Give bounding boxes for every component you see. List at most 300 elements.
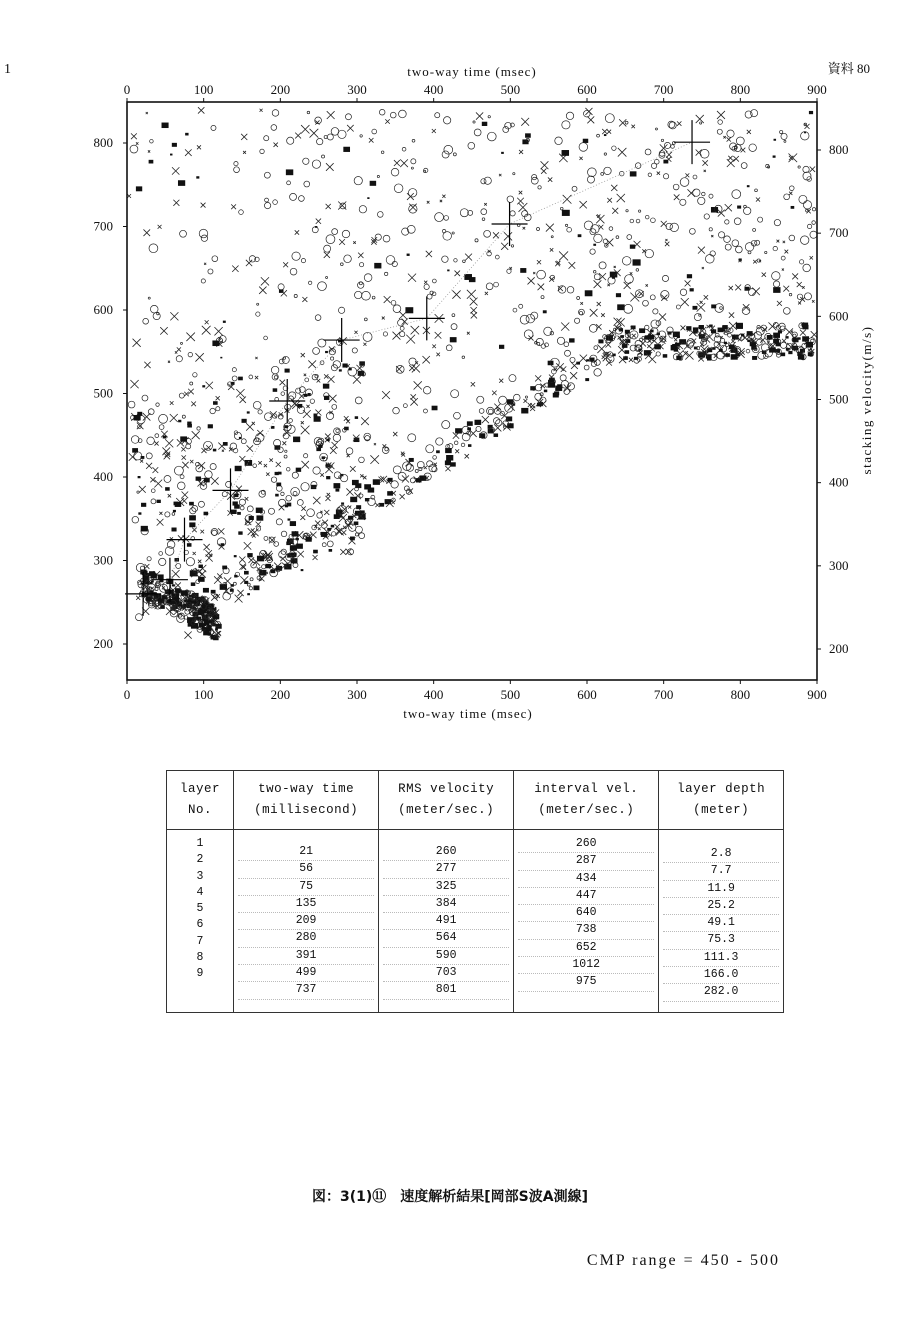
scatter-point [390, 112, 396, 118]
scatter-point [597, 134, 600, 137]
scatter-point [419, 475, 426, 480]
scatter-point [241, 439, 246, 444]
scatter-point [322, 543, 326, 547]
scatter-point [327, 111, 335, 119]
scatter-point [288, 518, 291, 520]
scatter-point [204, 512, 209, 516]
scatter-point [317, 379, 321, 383]
scatter-point [271, 477, 276, 482]
scatter-point [306, 537, 312, 542]
scatter-point [196, 176, 199, 178]
y-tick-label-left: 700 [93, 218, 113, 234]
scatter-point [278, 447, 284, 453]
scatter-point [555, 137, 563, 145]
scatter-point [443, 117, 450, 124]
scatter-point [193, 373, 197, 377]
interval-vel-column [514, 830, 659, 1013]
scatter-point [239, 499, 245, 505]
layer-depth-cell: 11.9 [663, 881, 779, 898]
scatter-point [339, 239, 345, 245]
scatter-point [585, 108, 592, 115]
scatter-point [580, 355, 587, 362]
scatter-point [686, 326, 691, 330]
scatter-point [355, 533, 358, 536]
scatter-point [240, 396, 246, 402]
scatter-point [206, 382, 213, 389]
scatter-point [170, 154, 172, 156]
scatter-point [745, 243, 754, 252]
scatter-point [424, 284, 429, 289]
scatter-point [234, 555, 237, 557]
scatter-point [297, 404, 302, 408]
scatter-point [301, 569, 304, 571]
scatter-point [563, 195, 572, 204]
scatter-point [651, 218, 656, 223]
scatter-point [285, 369, 290, 373]
layer-depth-column [659, 830, 784, 1013]
scatter-point [247, 593, 250, 595]
scatter-point [197, 427, 200, 430]
scatter-point [184, 631, 191, 638]
header-layer-no [167, 771, 234, 830]
scatter-point [177, 347, 181, 351]
scatter-point [355, 397, 362, 404]
scatter-point [292, 472, 298, 478]
scatter-point [727, 159, 735, 167]
scatter-point [165, 487, 170, 491]
scatter-point [564, 350, 570, 356]
scatter-point [423, 409, 427, 413]
scatter-point [560, 207, 563, 210]
scatter-point [625, 330, 630, 334]
scatter-point [214, 576, 221, 583]
scatter-point [159, 558, 166, 565]
scatter-point [680, 199, 686, 205]
scatter-point [218, 528, 224, 534]
scatter-point [424, 170, 426, 172]
x-tick-label-bottom: 900 [807, 687, 827, 702]
scatter-point [301, 258, 305, 262]
scatter-point [130, 145, 138, 153]
scatter-point [221, 543, 224, 546]
scatter-point [247, 583, 250, 586]
scatter-point [382, 391, 390, 399]
scatter-point [479, 409, 484, 414]
scatter-point [727, 137, 731, 141]
scatter-point [182, 415, 185, 418]
scatter-point [331, 365, 337, 371]
scatter-point [630, 272, 633, 275]
scatter-point [427, 294, 432, 299]
x-tick-label-top: 400 [423, 82, 444, 97]
scatter-point [585, 290, 593, 296]
scatter-point [569, 262, 576, 269]
scatter-point [734, 218, 741, 225]
scatter-point [313, 348, 320, 355]
scatter-point [544, 327, 552, 335]
scatter-point [543, 310, 547, 313]
scatter-point [150, 305, 158, 313]
scatter-point [579, 157, 582, 160]
x-tick-label-bottom: 0 [123, 687, 131, 702]
scatter-point [685, 173, 689, 177]
scatter-point [201, 279, 205, 283]
scatter-point [377, 175, 379, 177]
scatter-point [198, 565, 202, 568]
scatter-point [157, 500, 161, 503]
scatter-point [523, 399, 527, 403]
scatter-point [297, 499, 303, 505]
scatter-point [447, 269, 449, 271]
scatter-point [803, 201, 811, 209]
scatter-point [332, 229, 338, 235]
scatter-point [385, 119, 390, 124]
scatter-point [284, 455, 287, 458]
scatter-point [199, 570, 206, 577]
scatter-point [279, 551, 286, 558]
scatter-point [533, 272, 535, 274]
scatter-point [690, 288, 694, 291]
scatter-point [499, 396, 507, 404]
scatter-point [544, 390, 547, 393]
scatter-point [238, 377, 243, 381]
scatter-point [467, 290, 476, 299]
scatter-point [235, 595, 243, 603]
scatter-point [781, 133, 787, 139]
scatter-point [131, 133, 137, 139]
scatter-point [393, 432, 397, 436]
scatter-point [577, 296, 580, 299]
scatter-point [264, 336, 268, 340]
header-line: (meter/sec.) [538, 803, 635, 817]
scatter-point [482, 416, 489, 423]
x-tick-label-top: 500 [500, 82, 521, 97]
scatter-point [191, 402, 196, 407]
scatter-point [803, 264, 811, 272]
scatter-point [237, 512, 241, 515]
scatter-point [177, 482, 185, 490]
scatter-point [326, 476, 330, 479]
scatter-point [487, 132, 496, 141]
scatter-point [670, 223, 678, 231]
scatter-point [315, 226, 317, 228]
scatter-point [812, 208, 815, 211]
scatter-point [324, 245, 331, 252]
scatter-point [709, 194, 713, 198]
scatter-point [618, 148, 627, 157]
scatter-point [523, 227, 526, 230]
scatter-point [725, 220, 729, 224]
scatter-point [729, 328, 734, 333]
scatter-point [784, 250, 788, 254]
scatter-point [324, 396, 329, 400]
scatter-point [774, 219, 780, 225]
scatter-point [661, 221, 667, 227]
scatter-point [308, 281, 311, 284]
scatter-point [432, 129, 436, 133]
scatter-point [432, 406, 438, 411]
pick-markers [125, 120, 710, 616]
scatter-point [131, 436, 139, 444]
scatter-point [385, 448, 388, 451]
scatter-point [630, 245, 635, 249]
scatter-point [185, 149, 192, 156]
scatter-point [329, 348, 335, 354]
scatter-point [176, 356, 182, 362]
scatter-point [731, 340, 735, 344]
scatter-point [665, 239, 667, 241]
scatter-point [281, 549, 286, 554]
scatter-point [340, 549, 346, 555]
scatter-point [607, 284, 609, 286]
scatter-point [391, 481, 398, 488]
scatter-point [359, 494, 363, 498]
scatter-point [189, 522, 195, 527]
scatter-point [227, 492, 235, 500]
scatter-point [538, 284, 545, 291]
scatter-point [236, 389, 244, 397]
scatter-point [318, 445, 322, 448]
scatter-point [188, 352, 192, 356]
scatter-point [214, 327, 222, 335]
scatter-point [444, 145, 453, 154]
scatter-point [239, 210, 244, 215]
scatter-point [223, 321, 226, 323]
scatter-point [331, 525, 334, 528]
scatter-point [595, 360, 601, 366]
scatter-point [704, 214, 709, 219]
two-way-time-cell: 209 [238, 913, 374, 930]
scatter-point [324, 135, 327, 138]
scatter-point [327, 541, 333, 547]
y-tick-label-right: 700 [829, 225, 849, 241]
scatter-point [147, 437, 155, 445]
scatter-point [262, 565, 266, 569]
scatter-point [140, 460, 143, 463]
scatter-point [649, 335, 654, 339]
y-tick-label-right: 400 [829, 474, 849, 490]
scatter-point [776, 353, 780, 357]
scatter-point [206, 554, 213, 561]
scatter-point [442, 229, 445, 232]
scatter-point [400, 494, 405, 499]
scatter-point [696, 115, 704, 123]
scatter-point [747, 185, 750, 187]
scatter-point [423, 386, 431, 394]
scatter-point [452, 314, 455, 317]
scatter-point [455, 449, 459, 453]
scatter-point [201, 203, 206, 208]
scatter-point [352, 480, 359, 485]
scatter-point [232, 376, 237, 381]
two-way-time-cell: 737 [238, 982, 374, 999]
scatter-point [170, 414, 178, 422]
scatter-point [325, 351, 328, 353]
scatter-point [329, 549, 333, 552]
scatter-point [521, 118, 529, 126]
scatter-point [676, 305, 680, 309]
scatter-point [290, 521, 296, 526]
rms-velocity-cell: 260 [383, 844, 509, 861]
scatter-point [780, 342, 786, 348]
scatter-point [584, 365, 589, 370]
scatter-point [780, 353, 785, 357]
scatter-point [272, 110, 279, 117]
scatter-point [150, 139, 154, 143]
layer-no-cell: 3 [196, 869, 204, 883]
scatter-point [513, 173, 515, 175]
scatter-point [257, 430, 263, 436]
scatter-point [507, 196, 514, 203]
scatter-point [481, 209, 487, 215]
scatter-point [519, 203, 528, 212]
scatter-point [394, 184, 403, 193]
scatter-point [244, 542, 252, 550]
scatter-point [810, 167, 815, 172]
scatter-point [538, 186, 541, 189]
y-tick-label-right: 200 [829, 641, 849, 656]
scatter-point [334, 472, 341, 479]
scatter-point [164, 476, 171, 483]
scatter-point [297, 551, 304, 558]
scatter-point [717, 111, 725, 119]
scatter-point [301, 353, 305, 357]
two-way-time-cell: 135 [238, 896, 374, 913]
scatter-point [412, 139, 415, 142]
scatter-point [561, 323, 569, 331]
scatter-point [800, 236, 808, 244]
scatter-point [454, 259, 457, 262]
scatter-point [381, 151, 384, 154]
scatter-point [344, 255, 352, 263]
scatter-point [727, 130, 734, 137]
scatter-point [282, 441, 286, 445]
scatter-point [412, 364, 420, 372]
scatter-point [399, 311, 407, 319]
scatter-point [158, 599, 164, 604]
scatter-point [283, 262, 288, 267]
scatter-point [403, 404, 407, 408]
scatter-point [783, 286, 789, 292]
scatter-point [662, 275, 668, 281]
x-tick-label-top: 200 [270, 82, 291, 97]
scatter-point [574, 318, 579, 323]
scatter-point [436, 438, 443, 445]
scatter-point [386, 256, 395, 265]
scatter-point [732, 240, 739, 247]
scatter-point [454, 441, 458, 445]
scatter-point [793, 334, 796, 337]
scatter-point [148, 297, 150, 299]
scatter-point [733, 156, 739, 162]
scatter-point [645, 249, 653, 257]
scatter-point [206, 445, 211, 450]
scatter-point [655, 128, 657, 130]
scatter-point [202, 326, 211, 335]
scatter-point [335, 489, 339, 492]
scatter-point [484, 203, 487, 206]
scatter-point [234, 494, 238, 497]
scatter-point [308, 360, 316, 368]
two-way-time-column [234, 830, 379, 1013]
scatter-point [513, 394, 520, 401]
scatter-point [653, 309, 658, 314]
document-reference: 資料 80 [827, 61, 870, 76]
scatter-point [645, 215, 649, 219]
scatter-point [375, 503, 379, 507]
scatter-point [630, 171, 637, 176]
scatter-point [238, 531, 242, 534]
scatter-point [461, 443, 465, 447]
velocity-pick-marker [324, 318, 360, 362]
scatter-point [405, 307, 413, 313]
scatter-point [808, 352, 813, 356]
scatter-point [224, 577, 231, 584]
scatter-point [332, 442, 338, 448]
scatter-point [616, 236, 619, 239]
scatter-point [231, 510, 237, 514]
scatter-point [270, 569, 275, 573]
scatter-point [488, 409, 493, 414]
scatter-point [155, 441, 159, 445]
scatter-point [807, 342, 813, 347]
scatter-point [172, 513, 175, 516]
scatter-point [460, 209, 468, 217]
scatter-point [756, 339, 762, 345]
scatter-point [270, 411, 277, 418]
scatter-point [362, 291, 371, 300]
scatter-point [638, 210, 640, 212]
scatter-point [711, 235, 713, 237]
scatter-point [452, 290, 460, 298]
scatter-point [210, 464, 216, 470]
y-tick-label-right: 800 [829, 142, 849, 157]
scatter-point [199, 229, 208, 238]
scatter-point [805, 124, 810, 129]
scatter-point [253, 585, 259, 590]
scatter-point [427, 201, 430, 204]
rms-velocity-column [379, 830, 514, 1013]
scatter-point [159, 414, 168, 423]
scatter-point [415, 470, 418, 473]
scatter-point [316, 447, 321, 451]
scatter-point [353, 376, 361, 384]
scatter-point [296, 468, 301, 472]
rms-velocity-cell: 325 [383, 879, 509, 896]
header-line: RMS velocity [398, 782, 495, 796]
scatter-point [747, 130, 751, 134]
scatter-point [692, 306, 697, 310]
scatter-point [211, 477, 218, 484]
scatter-point [256, 515, 263, 520]
scatter-point [407, 193, 414, 200]
scatter-point [231, 204, 236, 209]
scatter-point [718, 232, 724, 238]
scatter-point [141, 503, 146, 507]
scatter-point [753, 260, 757, 264]
y-tick-label-left: 400 [93, 469, 113, 484]
scatter-point [182, 455, 186, 459]
scatter-point [347, 125, 354, 132]
pick-connecting-line [143, 142, 692, 594]
scatter-point [639, 328, 645, 333]
scatter-point [594, 234, 603, 243]
scatter-point [622, 257, 631, 266]
scatter-point [632, 334, 636, 338]
scatter-point [572, 186, 577, 191]
scatter-point [409, 205, 417, 213]
scatter-point [454, 412, 461, 419]
